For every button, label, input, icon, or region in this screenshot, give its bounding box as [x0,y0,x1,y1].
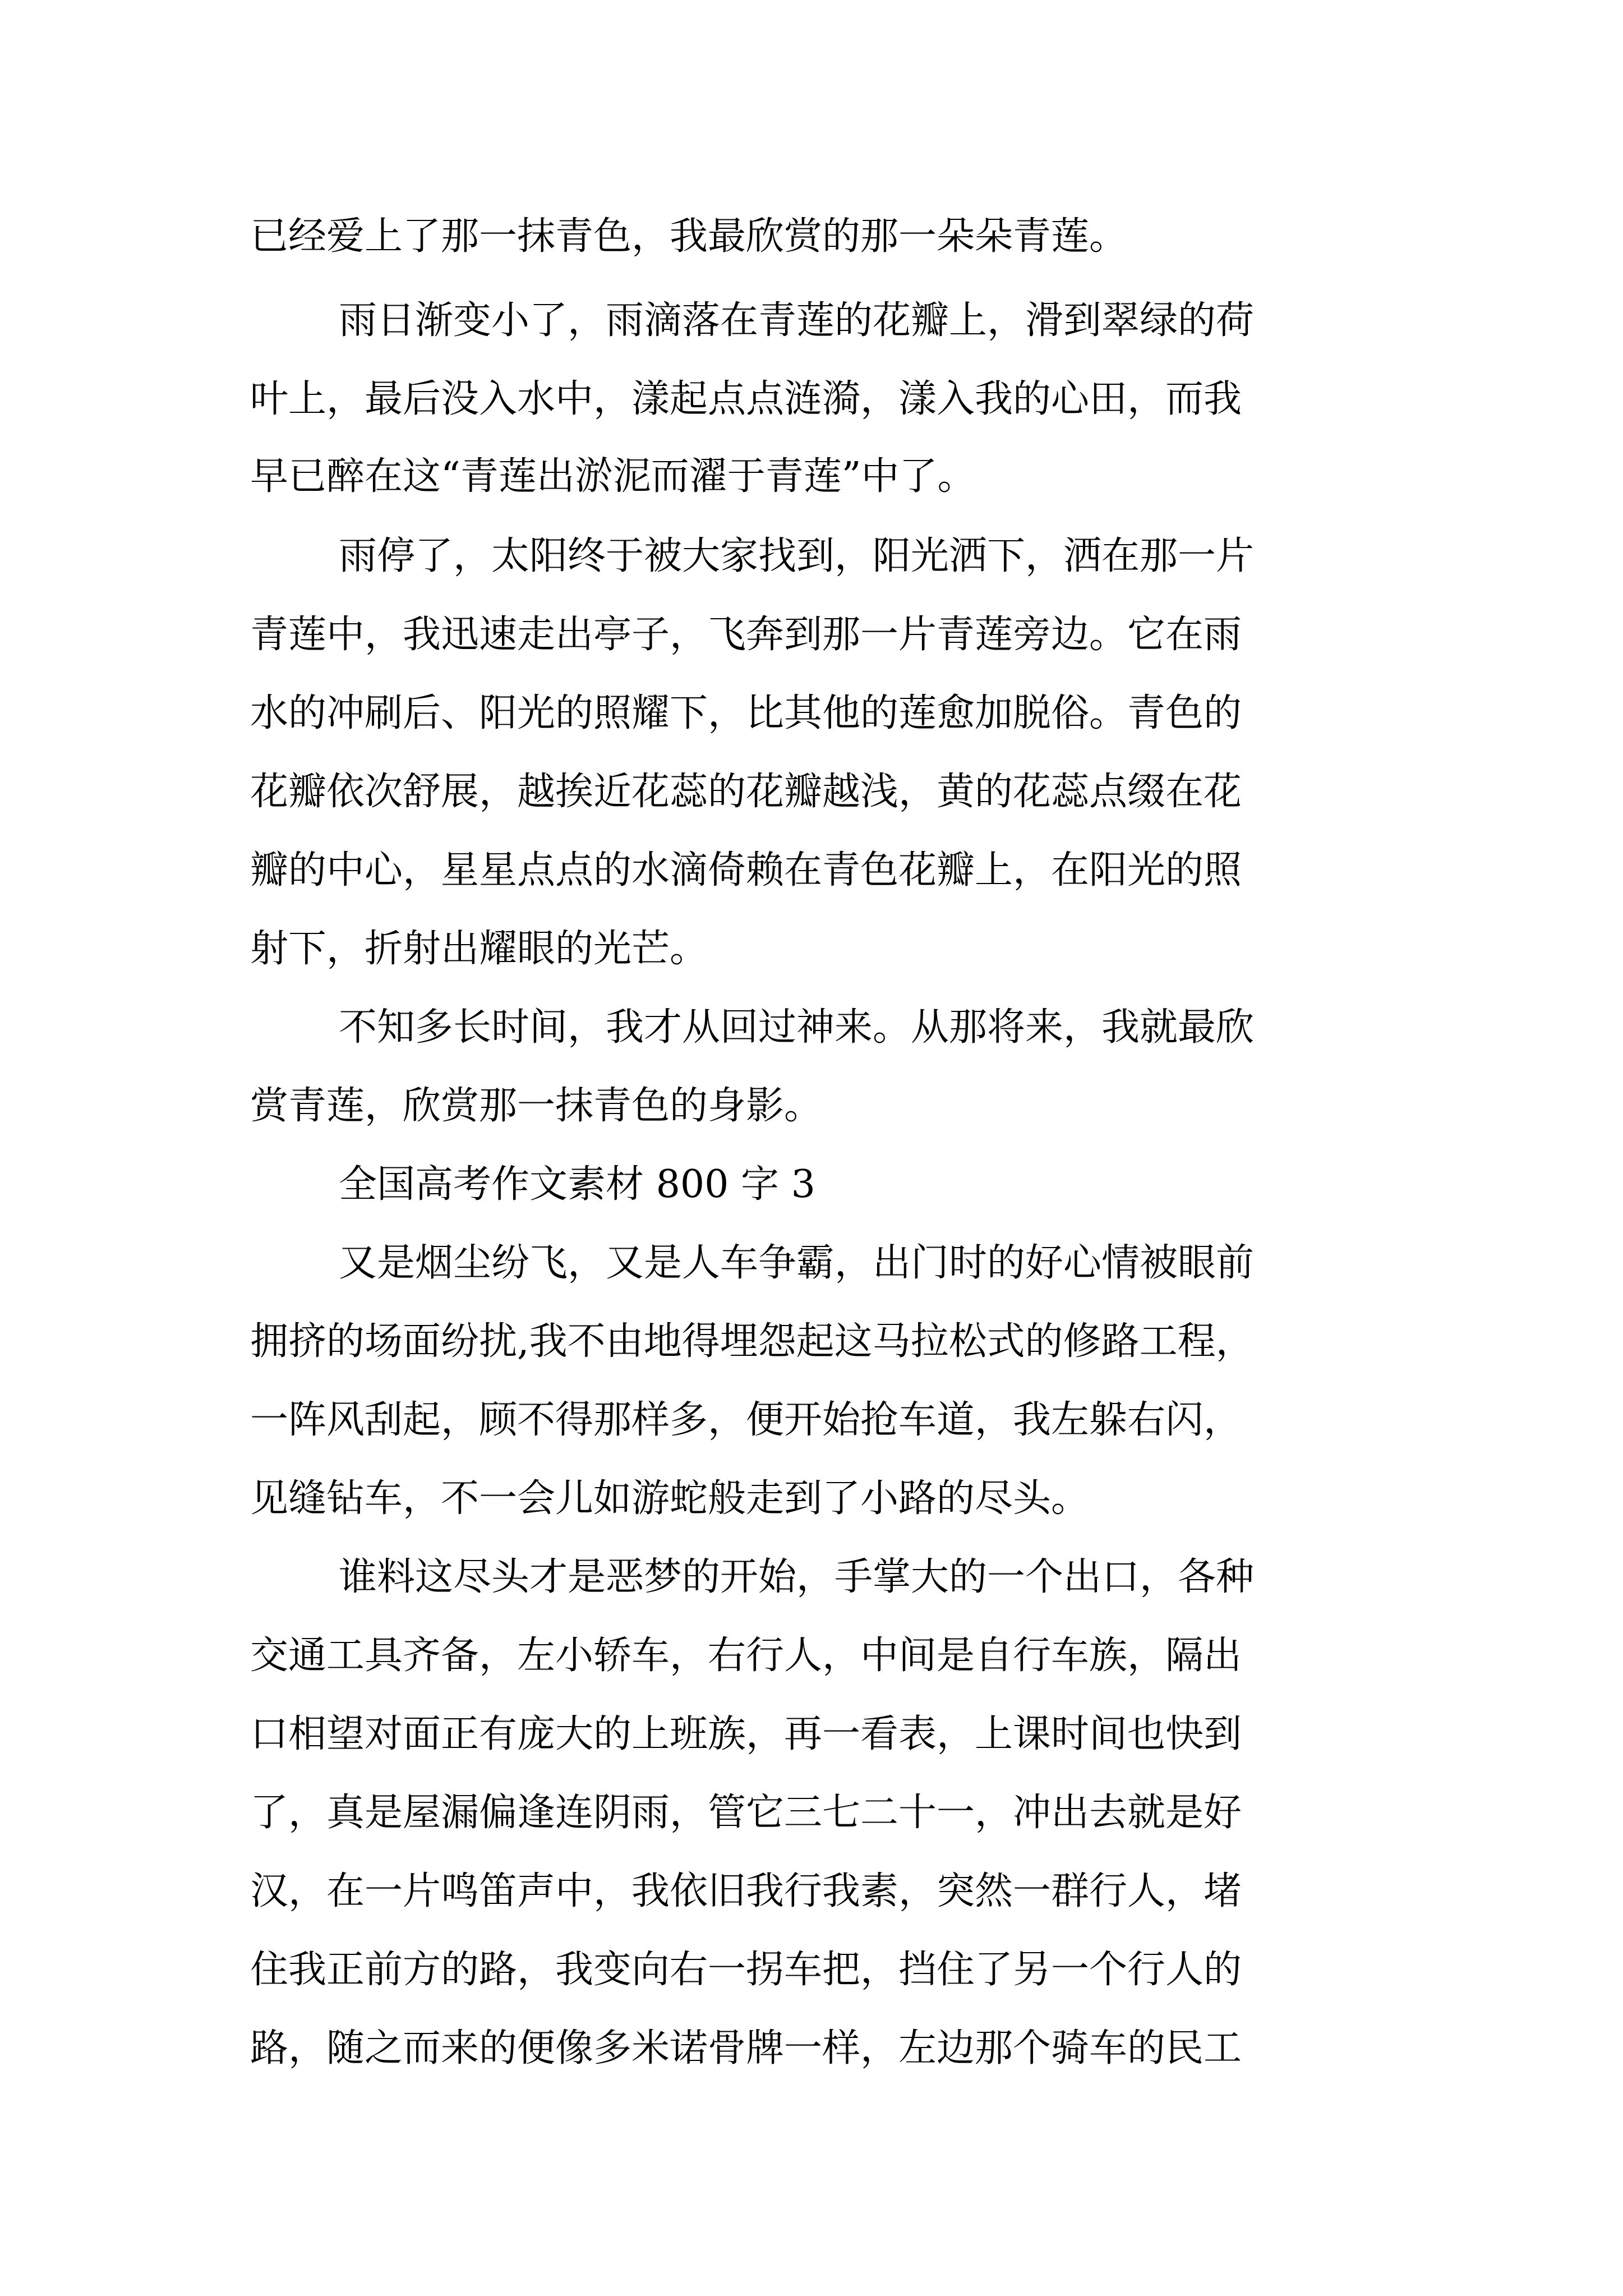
text-line: 拥挤的场面纷扰,我不由地得埋怨起这马拉松式的修路工程， [250,1319,1254,1364]
text-line: 已经爱上了那一抹青色，我最欣赏的那一朵朵青莲。 [250,214,1128,259]
text-line: 不知多长时间，我才从回过神来。从那将来，我就最欣 [339,1005,1255,1050]
text-line: 住我正前方的路，我变向右一拐车把，挡住了另一个行人的 [250,1948,1242,1992]
text-line: 青莲中，我迅速走出亭子，飞奔到那一片青莲旁边。它在雨 [250,613,1242,657]
text-line: 口相望对面正有庞大的上班族，再一看表，上课时间也快到 [250,1712,1242,1756]
text-line: 又是烟尘纷飞，又是人车争霸，出门时的好心情被眼前 [339,1241,1255,1285]
text-line: 一阵风刮起，顾不得那样多，便开始抢车道，我左躲右闪， [250,1398,1242,1442]
text-line: 谁料这尽头才是恶梦的开始，手掌大的一个出口，各种 [339,1555,1255,1599]
text-line: 交通工具齐备，左小轿车，右行人，中间是自行车族，隔出 [250,1634,1242,1678]
text-line: 路，随之而来的便像多米诺骨牌一样，左边那个骑车的民工 [250,2026,1242,2070]
text-line: 早已醉在这“青莲出淤泥而濯于青莲”中了。 [250,454,976,499]
text-line: 瓣的中心，星星点点的水滴倚赖在青色花瓣上，在阳光的照 [250,848,1242,892]
text-line: 花瓣依次舒展，越挨近花蕊的花瓣越浅，黄的花蕊点缀在花 [250,770,1242,814]
text-line: 射下，折射出耀眼的光芒。 [250,927,708,971]
text-line: 雨停了，太阳终于被大家找到，阳光洒下，洒在那一片 [339,534,1255,578]
section-heading: 全国高考作文素材 800 字 3 [339,1162,815,1207]
text-line: 见缝钻车，不一会儿如游蛇般走到了小路的尽头。 [250,1476,1090,1521]
text-line: 赏青莲，欣赏那一抹青色的身影。 [250,1084,823,1128]
text-line: 雨日渐变小了，雨滴落在青莲的花瓣上，滑到翠绿的荷 [339,298,1255,343]
text-line: 水的冲刷后、阳光的照耀下，比其他的莲愈加脱俗。青色的 [250,691,1242,735]
text-line: 叶上，最后没入水中，漾起点点涟漪，漾入我的心田，而我 [250,377,1242,421]
text-line: 汉，在一片鸣笛声中，我依旧我行我素，突然一群行人，堵 [250,1869,1242,1913]
text-line: 了，真是屋漏偏逢连阴雨，管它三七二十一，冲出去就是好 [250,1791,1242,1835]
